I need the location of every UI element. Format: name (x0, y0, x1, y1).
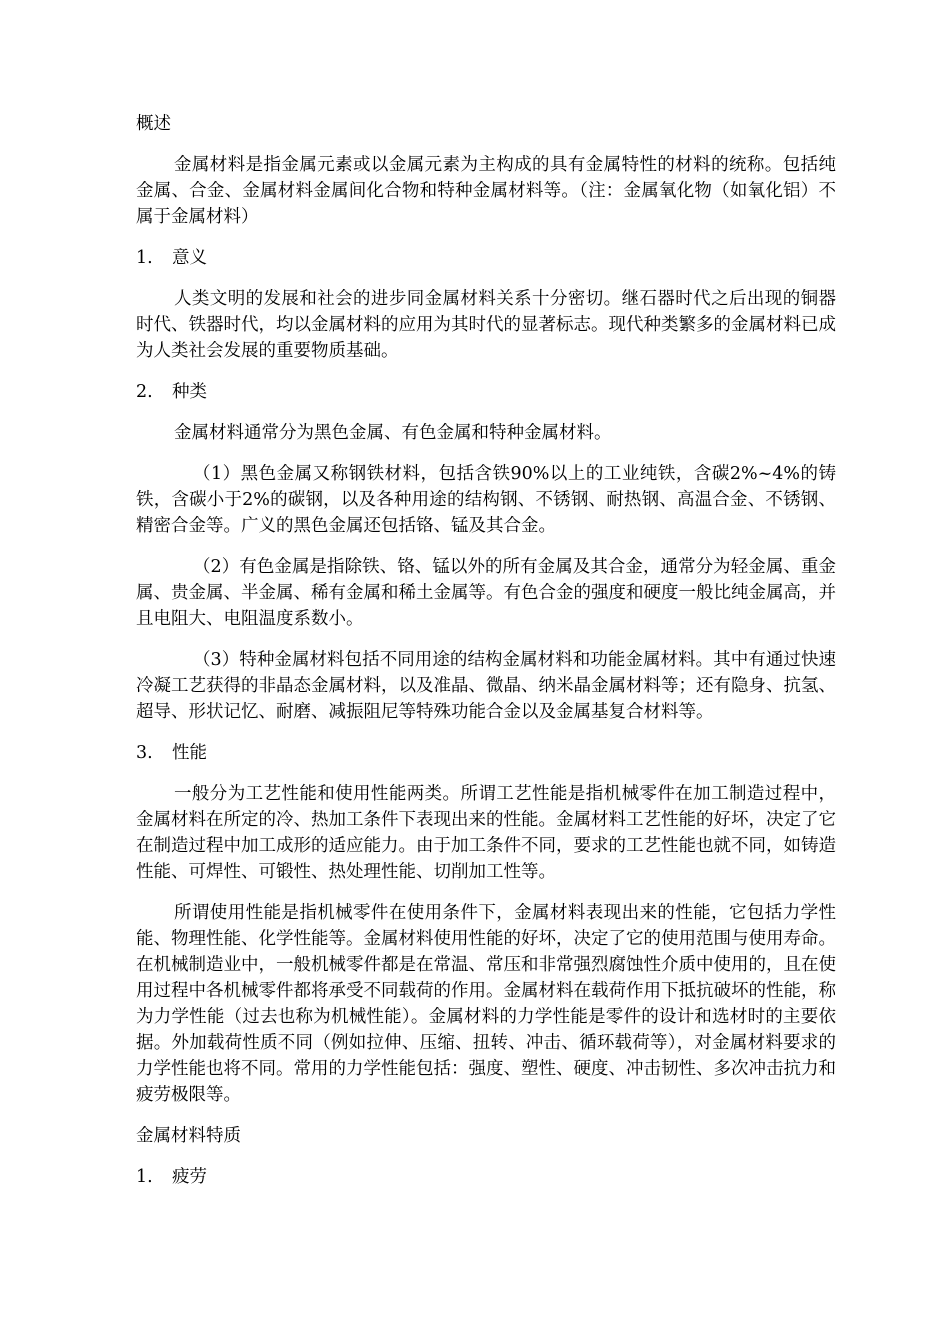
heading-traits: 金属材料特质 (136, 1126, 241, 1146)
paragraph-use-performance: 所谓使用性能是指机械零件在使用条件下，金属材料表现出来的性能，它包括力学性能、物理性能、化学性能等。金属材料使用性能的好坏，决定了它的使用范围与使用寿命。在机械制造业中，一般机械零件都是在常温、常压和非常强烈腐蚀性介质中使用的，且在使用过程中各机械零件都将承受不同载荷的作用。金属材料在载荷作用下抵抗破坏的性能，称为力学性能（过去也称为机械性能）。金属材料的力学性能是零件的设计和选材时的主要依据。外加载荷性质不同（例如拉伸、压缩、扭转、冲击、循环载荷等），对金属材料要求的力学性能也将不同。常用的力学性能包括：强度、塑性、硬度、冲击韧性、多次冲击抗力和疲劳极限等。 (136, 903, 836, 1105)
heading-properties (136, 740, 836, 766)
heading-fatigue (136, 1164, 836, 1190)
heading-text: 疲劳 (172, 1167, 207, 1187)
paragraph-special: （3）特种金属材料包括不同用途的结构金属材料和功能金属材料。其中有通过快速冷凝工艺获得的非晶态金属材料，以及准晶、微晶、纳米晶金属材料等；还有隐身、抗氢、超导、形状记忆、耐磨、减振阻尼等特殊功能合金以及金属基复合材料等。 (136, 650, 836, 722)
heading-text: 性能 (172, 743, 207, 763)
heading-significance (136, 245, 836, 271)
heading-number: 1. (136, 1167, 153, 1187)
paragraph-process-performance: 一般分为工艺性能和使用性能两类。所谓工艺性能是指机械零件在加工制造过程中，金属材料在所定的冷、热加工条件下表现出来的性能。金属材料工艺性能的好坏，决定了它在制造过程中加工成形的适应能力。由于加工条件不同，要求的工艺性能也就不同，如铸造性能、可焊性、可锻性、热处理性能、切削加工性等。 (136, 784, 836, 882)
heading-number: 2. (136, 382, 153, 402)
heading-text: 意义 (172, 248, 207, 268)
heading-number: 3. (136, 743, 153, 763)
heading-types (136, 379, 836, 405)
paragraph-ferrous: （1）黑色金属又称钢铁材料，包括含铁90%以上的工业纯铁，含碳2%~4%的铸铁，含碳小于2%的碳钢，以及各种用途的结构钢、不锈钢、耐热钢、高温合金、不锈钢、精密合金等。广义的黑色金属还包括铬、锰及其合金。 (136, 464, 836, 536)
heading-text: 种类 (172, 382, 207, 402)
heading-number: 1. (136, 248, 153, 268)
heading-overview: 概述 (136, 114, 171, 134)
paragraph-significance: 人类文明的发展和社会的进步同金属材料关系十分密切。继石器时代之后出现的铜器时代、铁器时代，均以金属材料的应用为其时代的显著标志。现代种类繁多的金属材料已成为人类社会发展的重要物质基础。 (136, 289, 836, 361)
paragraph-overview: 金属材料是指金属元素或以金属元素为主构成的具有金属特性的材料的统称。包括纯金属、合金、金属材料金属间化合物和特种金属材料等。（注：金属氧化物（如氧化铝）不属于金属材料） (136, 155, 836, 227)
paragraph-types-intro: 金属材料通常分为黑色金属、有色金属和特种金属材料。 (174, 423, 612, 443)
document-body (136, 111, 836, 1205)
paragraph-nonferrous: （2）有色金属是指除铁、铬、锰以外的所有金属及其合金，通常分为轻金属、重金属、贵金属、半金属、稀有金属和稀土金属等。有色合金的强度和硬度一般比纯金属高，并且电阻大、电阻温度系数小。 (136, 557, 836, 629)
